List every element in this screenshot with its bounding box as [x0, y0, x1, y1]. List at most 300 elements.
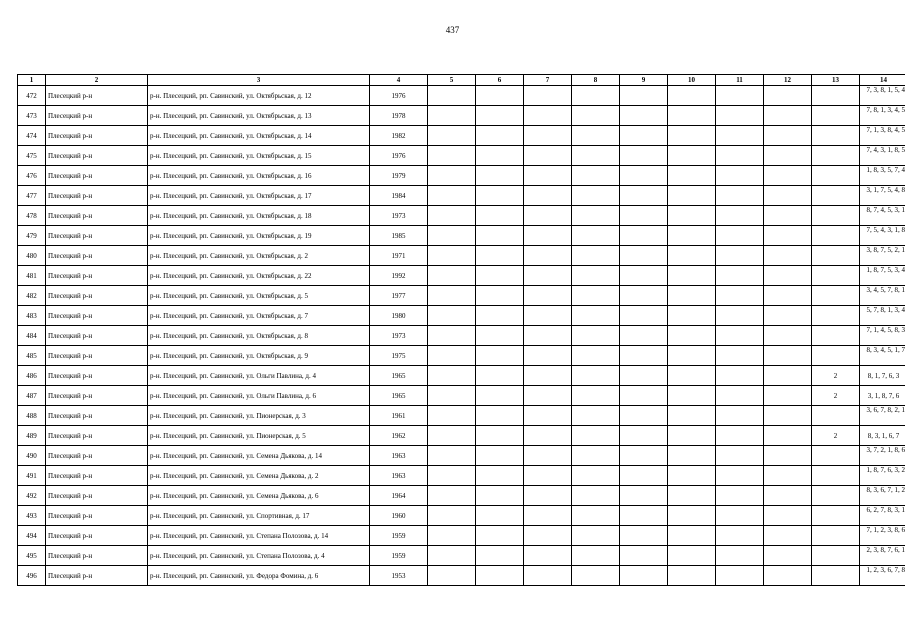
empty-cell-col-7 [524, 466, 572, 486]
col-13-cell: 2 [812, 366, 860, 386]
col-14-cell: 8, 3, 4, 5, 1, 7 [860, 346, 905, 366]
empty-cell-col-6 [476, 506, 524, 526]
table-row [18, 266, 905, 286]
table-row [18, 566, 905, 586]
empty-cell-col-12 [764, 186, 812, 206]
empty-cell-col-11 [716, 206, 764, 226]
page-number: 437 [445, 25, 460, 35]
address-cell: р-н. Плесецкий, рп. Савинский, ул. Октябрьская, д. 17 [148, 186, 370, 206]
empty-cell-col-6 [476, 466, 524, 486]
column-header-1: 1 [18, 75, 46, 86]
empty-cell-col-10 [668, 506, 716, 526]
header-row [18, 75, 905, 86]
table-row [18, 526, 905, 546]
empty-cell-col-8 [572, 466, 620, 486]
empty-cell-col-5 [428, 306, 476, 326]
row-number-cell: 473 [18, 106, 46, 126]
empty-cell-col-5 [428, 326, 476, 346]
empty-cell-col-9 [620, 346, 668, 366]
empty-cell-col-9 [620, 486, 668, 506]
empty-cell-col-12 [764, 526, 812, 546]
col-14-cell: 3, 7, 2, 1, 8, 6 [860, 446, 905, 466]
empty-cell-col-12 [764, 286, 812, 306]
col-13-cell [812, 146, 860, 166]
row-number-cell: 489 [18, 426, 46, 446]
year-cell: 1979 [370, 166, 428, 186]
col-14-cell: 8, 7, 4, 5, 3, 1 [860, 206, 905, 226]
empty-cell-col-5 [428, 266, 476, 286]
address-cell: р-н. Плесецкий, рп. Савинский, ул. Октябрьская, д. 18 [148, 206, 370, 226]
address-cell: р-н. Плесецкий, рп. Савинский, ул. Пионерская, д. 3 [148, 406, 370, 426]
year-cell: 1978 [370, 106, 428, 126]
empty-cell-col-6 [476, 386, 524, 406]
empty-cell-col-12 [764, 266, 812, 286]
col-13-cell [812, 406, 860, 426]
column-header-11: 11 [716, 75, 764, 86]
row-number-cell: 491 [18, 466, 46, 486]
district-cell: Плесецкий р-н [46, 226, 148, 246]
year-cell: 1976 [370, 146, 428, 166]
column-header-8: 8 [572, 75, 620, 86]
row-number-cell: 482 [18, 286, 46, 306]
col-13-cell [812, 446, 860, 466]
empty-cell-col-10 [668, 286, 716, 306]
col-13-cell [812, 86, 860, 106]
empty-cell-col-9 [620, 286, 668, 306]
empty-cell-col-7 [524, 86, 572, 106]
col-14-cell: 8, 1, 7, 6, 3 [860, 366, 905, 386]
column-header-2: 2 [46, 75, 148, 86]
empty-cell-col-11 [716, 426, 764, 446]
district-cell: Плесецкий р-н [46, 526, 148, 546]
district-cell: Плесецкий р-н [46, 506, 148, 526]
table-row [18, 466, 905, 486]
empty-cell-col-7 [524, 346, 572, 366]
column-header-4: 4 [370, 75, 428, 86]
year-cell: 1992 [370, 266, 428, 286]
empty-cell-col-6 [476, 346, 524, 366]
col-14-cell: 3, 1, 7, 5, 4, 8 [860, 186, 905, 206]
row-number-cell: 478 [18, 206, 46, 226]
table-row [18, 206, 905, 226]
empty-cell-col-10 [668, 166, 716, 186]
year-cell: 1971 [370, 246, 428, 266]
empty-cell-col-11 [716, 366, 764, 386]
empty-cell-col-9 [620, 506, 668, 526]
col-14-cell: 3, 6, 7, 8, 2, 1 [860, 406, 905, 426]
district-cell: Плесецкий р-н [46, 326, 148, 346]
year-cell: 1973 [370, 206, 428, 226]
col-13-cell [812, 526, 860, 546]
empty-cell-col-7 [524, 506, 572, 526]
year-cell: 1953 [370, 566, 428, 586]
col-14-cell: 3, 8, 7, 5, 2, 1 [860, 246, 905, 266]
row-number-cell: 492 [18, 486, 46, 506]
address-cell: р-н. Плесецкий, рп. Савинский, ул. Пионерская, д. 5 [148, 426, 370, 446]
col-13-cell [812, 246, 860, 266]
empty-cell-col-12 [764, 306, 812, 326]
empty-cell-col-5 [428, 206, 476, 226]
table-row [18, 426, 905, 446]
year-cell: 1982 [370, 126, 428, 146]
empty-cell-col-5 [428, 366, 476, 386]
row-number-cell: 480 [18, 246, 46, 266]
col-14-cell: 1, 2, 3, 6, 7, 8 [860, 566, 905, 586]
empty-cell-col-10 [668, 466, 716, 486]
district-cell: Плесецкий р-н [46, 146, 148, 166]
table-row [18, 286, 905, 306]
empty-cell-col-5 [428, 226, 476, 246]
empty-cell-col-11 [716, 306, 764, 326]
district-cell: Плесецкий р-н [46, 246, 148, 266]
empty-cell-col-6 [476, 166, 524, 186]
empty-cell-col-6 [476, 366, 524, 386]
column-header-13: 13 [812, 75, 860, 86]
empty-cell-col-10 [668, 306, 716, 326]
empty-cell-col-7 [524, 406, 572, 426]
row-number-cell: 490 [18, 446, 46, 466]
col-13-cell [812, 506, 860, 526]
table-row [18, 546, 905, 566]
empty-cell-col-9 [620, 86, 668, 106]
empty-cell-col-12 [764, 226, 812, 246]
row-number-cell: 479 [18, 226, 46, 246]
empty-cell-col-7 [524, 126, 572, 146]
address-cell: р-н. Плесецкий, рп. Савинский, ул. Семена Дьякова, д. 2 [148, 466, 370, 486]
empty-cell-col-11 [716, 186, 764, 206]
empty-cell-col-5 [428, 526, 476, 546]
col-14-cell: 7, 8, 1, 3, 4, 5 [860, 106, 905, 126]
row-number-cell: 476 [18, 166, 46, 186]
empty-cell-col-7 [524, 526, 572, 546]
empty-cell-col-8 [572, 546, 620, 566]
col-13-cell: 2 [812, 426, 860, 446]
empty-cell-col-11 [716, 166, 764, 186]
empty-cell-col-5 [428, 486, 476, 506]
empty-cell-col-8 [572, 226, 620, 246]
empty-cell-col-9 [620, 466, 668, 486]
empty-cell-col-11 [716, 566, 764, 586]
row-number-cell: 496 [18, 566, 46, 586]
empty-cell-col-12 [764, 466, 812, 486]
empty-cell-col-10 [668, 566, 716, 586]
row-number-cell: 494 [18, 526, 46, 546]
empty-cell-col-6 [476, 266, 524, 286]
year-cell: 1959 [370, 526, 428, 546]
column-header-9: 9 [620, 75, 668, 86]
empty-cell-col-5 [428, 86, 476, 106]
empty-cell-col-8 [572, 306, 620, 326]
empty-cell-col-7 [524, 426, 572, 446]
col-13-cell [812, 546, 860, 566]
row-number-cell: 483 [18, 306, 46, 326]
empty-cell-col-5 [428, 126, 476, 146]
column-header-5: 5 [428, 75, 476, 86]
empty-cell-col-5 [428, 546, 476, 566]
empty-cell-col-9 [620, 446, 668, 466]
empty-cell-col-10 [668, 206, 716, 226]
empty-cell-col-12 [764, 346, 812, 366]
table-row [18, 246, 905, 266]
column-header-12: 12 [764, 75, 812, 86]
empty-cell-col-10 [668, 246, 716, 266]
empty-cell-col-5 [428, 566, 476, 586]
district-cell: Плесецкий р-н [46, 546, 148, 566]
empty-cell-col-12 [764, 366, 812, 386]
empty-cell-col-12 [764, 166, 812, 186]
address-cell: р-н. Плесецкий, рп. Савинский, ул. Октябрьская, д. 7 [148, 306, 370, 326]
year-cell: 1963 [370, 446, 428, 466]
col-13-cell [812, 466, 860, 486]
empty-cell-col-10 [668, 346, 716, 366]
district-cell: Плесецкий р-н [46, 466, 148, 486]
empty-cell-col-7 [524, 486, 572, 506]
empty-cell-col-8 [572, 106, 620, 126]
address-cell: р-н. Плесецкий, рп. Савинский, ул. Федора Фомина, д. 6 [148, 566, 370, 586]
empty-cell-col-8 [572, 266, 620, 286]
row-number-cell: 475 [18, 146, 46, 166]
empty-cell-col-12 [764, 106, 812, 126]
empty-cell-col-8 [572, 366, 620, 386]
district-cell: Плесецкий р-н [46, 446, 148, 466]
empty-cell-col-8 [572, 526, 620, 546]
empty-cell-col-5 [428, 506, 476, 526]
empty-cell-col-7 [524, 266, 572, 286]
col-14-cell: 7, 3, 8, 1, 5, 4 [860, 86, 905, 106]
empty-cell-col-6 [476, 226, 524, 246]
empty-cell-col-7 [524, 206, 572, 226]
empty-cell-col-10 [668, 86, 716, 106]
district-cell: Плесецкий р-н [46, 286, 148, 306]
registry-table [17, 74, 905, 586]
row-number-cell: 485 [18, 346, 46, 366]
col-13-cell [812, 266, 860, 286]
empty-cell-col-6 [476, 546, 524, 566]
empty-cell-col-11 [716, 146, 764, 166]
empty-cell-col-11 [716, 486, 764, 506]
address-cell: р-н. Плесецкий, рп. Савинский, ул. Октябрьская, д. 14 [148, 126, 370, 146]
empty-cell-col-7 [524, 306, 572, 326]
col-14-cell: 3, 4, 5, 7, 8, 1 [860, 286, 905, 306]
address-cell: р-н. Плесецкий, рп. Савинский, ул. Октябрьская, д. 13 [148, 106, 370, 126]
col-13-cell [812, 326, 860, 346]
empty-cell-col-5 [428, 146, 476, 166]
empty-cell-col-11 [716, 506, 764, 526]
empty-cell-col-7 [524, 246, 572, 266]
district-cell: Плесецкий р-н [46, 106, 148, 126]
empty-cell-col-5 [428, 246, 476, 266]
table-row [18, 386, 905, 406]
col-14-cell: 1, 8, 7, 5, 3, 4 [860, 266, 905, 286]
row-number-cell: 474 [18, 126, 46, 146]
col-14-cell: 5, 7, 8, 1, 3, 4 [860, 306, 905, 326]
empty-cell-col-8 [572, 86, 620, 106]
empty-cell-col-8 [572, 246, 620, 266]
table-row [18, 366, 905, 386]
empty-cell-col-10 [668, 126, 716, 146]
empty-cell-col-6 [476, 286, 524, 306]
col-14-cell: 7, 1, 2, 3, 8, 6 [860, 526, 905, 546]
empty-cell-col-8 [572, 346, 620, 366]
empty-cell-col-5 [428, 106, 476, 126]
table-row [18, 346, 905, 366]
district-cell: Плесецкий р-н [46, 366, 148, 386]
table-row [18, 306, 905, 326]
empty-cell-col-8 [572, 386, 620, 406]
empty-cell-col-6 [476, 106, 524, 126]
row-number-cell: 472 [18, 86, 46, 106]
row-number-cell: 477 [18, 186, 46, 206]
empty-cell-col-12 [764, 386, 812, 406]
district-cell: Плесецкий р-н [46, 306, 148, 326]
empty-cell-col-5 [428, 446, 476, 466]
table-row [18, 146, 905, 166]
year-cell: 1973 [370, 326, 428, 346]
empty-cell-col-7 [524, 566, 572, 586]
empty-cell-col-11 [716, 466, 764, 486]
empty-cell-col-11 [716, 266, 764, 286]
column-header-6: 6 [476, 75, 524, 86]
address-cell: р-н. Плесецкий, рп. Савинский, ул. Октябрьская, д. 15 [148, 146, 370, 166]
empty-cell-col-6 [476, 406, 524, 426]
row-number-cell: 488 [18, 406, 46, 426]
empty-cell-col-9 [620, 166, 668, 186]
empty-cell-col-9 [620, 366, 668, 386]
empty-cell-col-10 [668, 426, 716, 446]
table-row [18, 126, 905, 146]
empty-cell-col-10 [668, 386, 716, 406]
col-13-cell [812, 166, 860, 186]
empty-cell-col-12 [764, 406, 812, 426]
district-cell: Плесецкий р-н [46, 346, 148, 366]
col-14-cell: 7, 1, 4, 5, 8, 3 [860, 326, 905, 346]
empty-cell-col-11 [716, 126, 764, 146]
empty-cell-col-7 [524, 166, 572, 186]
district-cell: Плесецкий р-н [46, 86, 148, 106]
address-cell: р-н. Плесецкий, рп. Савинский, ул. Октябрьская, д. 16 [148, 166, 370, 186]
district-cell: Плесецкий р-н [46, 206, 148, 226]
table-row [18, 486, 905, 506]
empty-cell-col-5 [428, 386, 476, 406]
empty-cell-col-10 [668, 266, 716, 286]
table-row [18, 326, 905, 346]
empty-cell-col-12 [764, 86, 812, 106]
empty-cell-col-8 [572, 486, 620, 506]
table-row [18, 106, 905, 126]
district-cell: Плесецкий р-н [46, 426, 148, 446]
empty-cell-col-11 [716, 86, 764, 106]
empty-cell-col-5 [428, 346, 476, 366]
empty-cell-col-6 [476, 566, 524, 586]
table-row [18, 186, 905, 206]
empty-cell-col-12 [764, 206, 812, 226]
empty-cell-col-6 [476, 426, 524, 446]
district-cell: Плесецкий р-н [46, 126, 148, 146]
col-14-cell: 1, 8, 3, 5, 7, 4 [860, 166, 905, 186]
district-cell: Плесецкий р-н [46, 386, 148, 406]
address-cell: р-н. Плесецкий, рп. Савинский, ул. Октябрьская, д. 22 [148, 266, 370, 286]
address-cell: р-н. Плесецкий, рп. Савинский, ул. Семена Дьякова, д. 14 [148, 446, 370, 466]
empty-cell-col-8 [572, 186, 620, 206]
empty-cell-col-12 [764, 246, 812, 266]
empty-cell-col-9 [620, 386, 668, 406]
empty-cell-col-9 [620, 306, 668, 326]
empty-cell-col-12 [764, 146, 812, 166]
empty-cell-col-9 [620, 426, 668, 446]
empty-cell-col-11 [716, 386, 764, 406]
empty-cell-col-11 [716, 346, 764, 366]
table-body [18, 86, 905, 586]
col-14-cell: 7, 5, 4, 3, 1, 8 [860, 226, 905, 246]
empty-cell-col-8 [572, 286, 620, 306]
empty-cell-col-7 [524, 186, 572, 206]
empty-cell-col-11 [716, 286, 764, 306]
col-14-cell: 3, 1, 8, 7, 6 [860, 386, 905, 406]
empty-cell-col-8 [572, 566, 620, 586]
district-cell: Плесецкий р-н [46, 186, 148, 206]
year-cell: 1975 [370, 346, 428, 366]
empty-cell-col-12 [764, 486, 812, 506]
empty-cell-col-5 [428, 406, 476, 426]
year-cell: 1960 [370, 506, 428, 526]
empty-cell-col-12 [764, 546, 812, 566]
empty-cell-col-11 [716, 406, 764, 426]
col-14-cell: 8, 3, 6, 7, 1, 2 [860, 486, 905, 506]
empty-cell-col-12 [764, 566, 812, 586]
col-14-cell: 6, 2, 7, 8, 3, 1 [860, 506, 905, 526]
address-cell: р-н. Плесецкий, рп. Савинский, ул. Октябрьская, д. 19 [148, 226, 370, 246]
col-13-cell [812, 126, 860, 146]
table-row [18, 406, 905, 426]
empty-cell-col-8 [572, 326, 620, 346]
col-13-cell [812, 346, 860, 366]
row-number-cell: 495 [18, 546, 46, 566]
address-cell: р-н. Плесецкий, рп. Савинский, ул. Ольги Павлина, д. 6 [148, 386, 370, 406]
address-cell: р-н. Плесецкий, рп. Савинский, ул. Октябрьская, д. 5 [148, 286, 370, 306]
col-14-cell: 1, 8, 7, 6, 3, 2 [860, 466, 905, 486]
row-number-cell: 486 [18, 366, 46, 386]
empty-cell-col-7 [524, 326, 572, 346]
year-cell: 1965 [370, 366, 428, 386]
district-cell: Плесецкий р-н [46, 166, 148, 186]
address-cell: р-н. Плесецкий, рп. Савинский, ул. Октябрьская, д. 12 [148, 86, 370, 106]
empty-cell-col-10 [668, 526, 716, 546]
empty-cell-col-9 [620, 246, 668, 266]
row-number-cell: 487 [18, 386, 46, 406]
col-13-cell [812, 486, 860, 506]
empty-cell-col-7 [524, 446, 572, 466]
col-13-cell [812, 106, 860, 126]
address-cell: р-н. Плесецкий, рп. Савинский, ул. Ольги Павлина, д. 4 [148, 366, 370, 386]
year-cell: 1977 [370, 286, 428, 306]
empty-cell-col-5 [428, 186, 476, 206]
empty-cell-col-6 [476, 146, 524, 166]
empty-cell-col-8 [572, 426, 620, 446]
year-cell: 1976 [370, 86, 428, 106]
col-14-cell: 8, 3, 1, 6, 7 [860, 426, 905, 446]
empty-cell-col-8 [572, 506, 620, 526]
empty-cell-col-10 [668, 146, 716, 166]
empty-cell-col-5 [428, 286, 476, 306]
table-row [18, 226, 905, 246]
district-cell: Плесецкий р-н [46, 566, 148, 586]
row-number-cell: 484 [18, 326, 46, 346]
empty-cell-col-6 [476, 326, 524, 346]
year-cell: 1959 [370, 546, 428, 566]
empty-cell-col-9 [620, 566, 668, 586]
empty-cell-col-9 [620, 226, 668, 246]
year-cell: 1985 [370, 226, 428, 246]
